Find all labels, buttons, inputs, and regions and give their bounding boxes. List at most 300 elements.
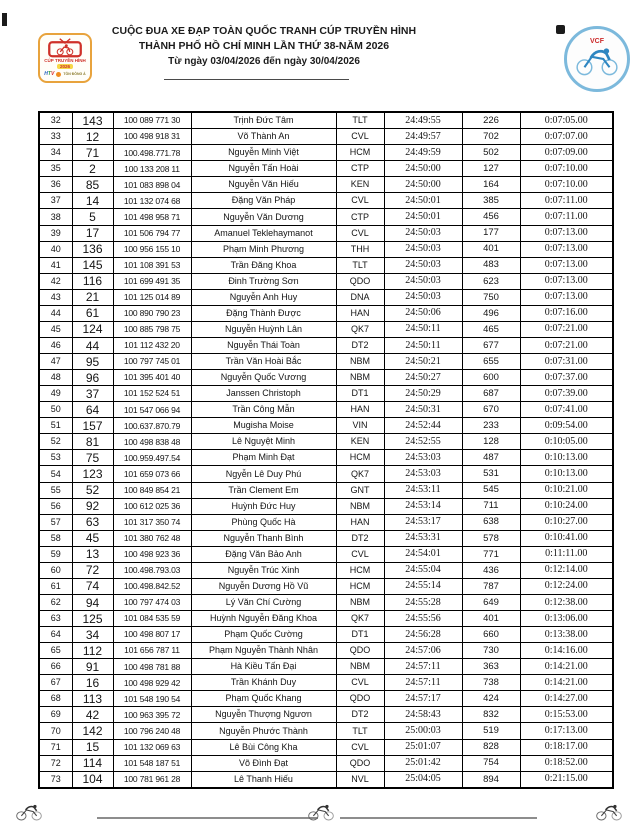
cell-rank: 73: [39, 771, 72, 788]
cell-gap: 0:13:38.00: [520, 627, 613, 643]
cell-uci-id: 101 084 535 59: [113, 611, 191, 627]
cell-bib: 96: [72, 370, 113, 386]
scan-artifact: [556, 25, 565, 34]
cell-time: 24:50:03: [384, 257, 462, 273]
cell-rank: 59: [39, 546, 72, 562]
cell-gap: 0:17:13.00: [520, 723, 613, 739]
vcf-federation-logo: [564, 26, 630, 92]
cell-points: 677: [462, 337, 520, 353]
cell-gap: 0:07:31.00: [520, 354, 613, 370]
cell-bib: 12: [72, 129, 113, 145]
cell-team: TLT: [336, 112, 384, 129]
table-row: [39, 594, 613, 610]
table-row: [39, 337, 613, 353]
cell-bib: 114: [72, 755, 113, 771]
cell-gap: 0:07:21.00: [520, 321, 613, 337]
cell-time: 24:50:11: [384, 337, 462, 353]
cell-points: 638: [462, 514, 520, 530]
cell-rank: 68: [39, 691, 72, 707]
cell-points: 670: [462, 402, 520, 418]
cell-name: Lê Nguyệt Minh: [191, 434, 336, 450]
cell-points: 623: [462, 273, 520, 289]
cell-team: HAN: [336, 305, 384, 321]
cell-rank: 66: [39, 659, 72, 675]
cell-team: CVL: [336, 546, 384, 562]
cell-time: 25:04:05: [384, 771, 462, 788]
cell-uci-id: 100 797 474 03: [113, 594, 191, 610]
table-row: [39, 145, 613, 161]
cell-gap: 0:07:37.00: [520, 370, 613, 386]
cell-name: Nguyễn Trúc Xinh: [191, 562, 336, 578]
table-row: [39, 225, 613, 241]
cell-uci-id: 100 796 240 48: [113, 723, 191, 739]
table-row: [39, 482, 613, 498]
cell-points: 649: [462, 594, 520, 610]
cell-uci-id: 100 089 771 30: [113, 112, 191, 129]
table-row: [39, 643, 613, 659]
cell-uci-id: 101 152 524 51: [113, 386, 191, 402]
cell-time: 25:01:07: [384, 739, 462, 755]
table-row: [39, 257, 613, 273]
cell-team: DNA: [336, 289, 384, 305]
cell-time: 24:55:14: [384, 578, 462, 594]
cell-team: QK7: [336, 466, 384, 482]
cell-uci-id: 100 781 961 28: [113, 771, 191, 788]
table-row: [39, 578, 613, 594]
cell-points: 828: [462, 739, 520, 755]
cell-rank: 61: [39, 578, 72, 594]
cell-uci-id: 101 317 350 74: [113, 514, 191, 530]
cell-rank: 45: [39, 321, 72, 337]
cell-time: 24:50:03: [384, 241, 462, 257]
cell-uci-id: 101 395 401 40: [113, 370, 191, 386]
cell-bib: 44: [72, 337, 113, 353]
cell-gap: 0:14:21.00: [520, 675, 613, 691]
table-row: [39, 611, 613, 627]
cell-points: 660: [462, 627, 520, 643]
cell-name: Võ Đình Đạt: [191, 755, 336, 771]
cell-rank: 49: [39, 386, 72, 402]
cell-gap: 0:14:16.00: [520, 643, 613, 659]
cell-bib: 42: [72, 707, 113, 723]
table-row: [39, 691, 613, 707]
cell-bib: 124: [72, 321, 113, 337]
cell-team: KEN: [336, 434, 384, 450]
cell-uci-id: 101 699 491 35: [113, 273, 191, 289]
cell-gap: 0:10:21.00: [520, 482, 613, 498]
cell-team: CVL: [336, 675, 384, 691]
cell-uci-id: 100 498 923 36: [113, 546, 191, 562]
cell-time: 24:53:11: [384, 482, 462, 498]
cell-points: 226: [462, 112, 520, 129]
cell-bib: 123: [72, 466, 113, 482]
cell-gap: 0:12:24.00: [520, 578, 613, 594]
cell-rank: 57: [39, 514, 72, 530]
cell-name: Nguyễn Thượng Ngươn: [191, 707, 336, 723]
cell-points: 127: [462, 161, 520, 177]
cell-time: 24:50:00: [384, 161, 462, 177]
table-row: [39, 723, 613, 739]
cell-uci-id: 101 112 432 20: [113, 337, 191, 353]
cell-gap: 0:07:21.00: [520, 337, 613, 353]
cell-uci-id: 100.959.497.54: [113, 450, 191, 466]
cell-uci-id: 101 380 762 48: [113, 530, 191, 546]
cell-name: Huỳnh Nguyễn Đăng Khoa: [191, 611, 336, 627]
cell-points: 496: [462, 305, 520, 321]
cell-uci-id: 100 885 798 75: [113, 321, 191, 337]
cell-bib: 45: [72, 530, 113, 546]
cell-gap: 0:07:05.00: [520, 112, 613, 129]
cell-time: 24:53:03: [384, 466, 462, 482]
cell-rank: 63: [39, 611, 72, 627]
cell-uci-id: 101 132 069 63: [113, 739, 191, 755]
cell-name: Lý Văn Chí Cường: [191, 594, 336, 610]
table-row: [39, 209, 613, 225]
cell-points: 363: [462, 659, 520, 675]
cell-bib: 136: [72, 241, 113, 257]
cell-time: 24:49:59: [384, 145, 462, 161]
cell-points: 385: [462, 193, 520, 209]
cell-rank: 40: [39, 241, 72, 257]
cell-bib: 92: [72, 498, 113, 514]
cell-rank: 64: [39, 627, 72, 643]
cell-points: 177: [462, 225, 520, 241]
table-row: [39, 546, 613, 562]
cell-time: 24:50:03: [384, 289, 462, 305]
cell-time: 24:53:17: [384, 514, 462, 530]
cell-team: DT2: [336, 707, 384, 723]
scan-artifact: [2, 13, 7, 26]
cell-uci-id: 101 083 898 04: [113, 177, 191, 193]
cell-points: 600: [462, 370, 520, 386]
table-row: [39, 161, 613, 177]
cell-team: QDO: [336, 643, 384, 659]
cell-bib: 2: [72, 161, 113, 177]
cell-time: 24:55:04: [384, 562, 462, 578]
cell-rank: 55: [39, 482, 72, 498]
cell-gap: 0:18:52.00: [520, 755, 613, 771]
cell-points: 754: [462, 755, 520, 771]
table-row: [39, 562, 613, 578]
cell-bib: 91: [72, 659, 113, 675]
cell-team: NBM: [336, 594, 384, 610]
cell-uci-id: 100.498.842.52: [113, 578, 191, 594]
cell-uci-id: 100.637.870.79: [113, 418, 191, 434]
cell-bib: 113: [72, 691, 113, 707]
cell-gap: 0:12:38.00: [520, 594, 613, 610]
cell-gap: 0:14:21.00: [520, 659, 613, 675]
cell-name: Đặng Văn Bảo Anh: [191, 546, 336, 562]
logo-year: 2026: [57, 64, 73, 69]
cell-time: 25:01:42: [384, 755, 462, 771]
cell-uci-id: 101 548 187 51: [113, 755, 191, 771]
cell-team: NBM: [336, 370, 384, 386]
table-row: [39, 129, 613, 145]
cell-time: 24:50:01: [384, 209, 462, 225]
cell-uci-id: 101 132 074 68: [113, 193, 191, 209]
cell-gap: 0:07:16.00: [520, 305, 613, 321]
cell-rank: 67: [39, 675, 72, 691]
cell-team: NBM: [336, 498, 384, 514]
cell-time: 24:53:14: [384, 498, 462, 514]
cell-rank: 32: [39, 112, 72, 129]
cell-bib: 64: [72, 402, 113, 418]
results-table: [38, 111, 614, 789]
cell-uci-id: 100 890 790 23: [113, 305, 191, 321]
cell-team: KEN: [336, 177, 384, 193]
cell-time: 24:50:00: [384, 177, 462, 193]
cell-name: Phạm Nguyễn Thành Nhân: [191, 643, 336, 659]
table-row: [39, 498, 613, 514]
cell-rank: 56: [39, 498, 72, 514]
cell-time: 24:50:03: [384, 273, 462, 289]
cell-team: DT1: [336, 627, 384, 643]
cell-rank: 34: [39, 145, 72, 161]
cell-name: Trần Công Mẫn: [191, 402, 336, 418]
cell-team: CVL: [336, 739, 384, 755]
cell-rank: 44: [39, 305, 72, 321]
cell-points: 702: [462, 129, 520, 145]
cell-points: 465: [462, 321, 520, 337]
table-row: [39, 321, 613, 337]
cell-rank: 41: [39, 257, 72, 273]
cell-name: Nguyễn Văn Dương: [191, 209, 336, 225]
cell-gap: 0:07:10.00: [520, 161, 613, 177]
table-row: [39, 305, 613, 321]
cell-team: GNT: [336, 482, 384, 498]
table-row: [39, 273, 613, 289]
cell-points: 519: [462, 723, 520, 739]
cell-name: Lê Bùi Công Kha: [191, 739, 336, 755]
cell-name: Nguyễn Phước Thành: [191, 723, 336, 739]
cell-time: 24:50:03: [384, 225, 462, 241]
cell-gap: 0:10:13.00: [520, 466, 613, 482]
cell-bib: 63: [72, 514, 113, 530]
cell-points: 738: [462, 675, 520, 691]
cell-rank: 58: [39, 530, 72, 546]
cell-rank: 65: [39, 643, 72, 659]
cell-uci-id: 101 548 190 54: [113, 691, 191, 707]
cell-points: 456: [462, 209, 520, 225]
cell-gap: 0:10:27.00: [520, 514, 613, 530]
table-row: [39, 289, 613, 305]
cell-uci-id: 100 498 918 31: [113, 129, 191, 145]
cell-time: 24:49:55: [384, 112, 462, 129]
cell-time: 24:56:28: [384, 627, 462, 643]
cell-points: 545: [462, 482, 520, 498]
cell-name: Đặng Văn Pháp: [191, 193, 336, 209]
cell-rank: 43: [39, 289, 72, 305]
cell-name: Trần Đăng Khoa: [191, 257, 336, 273]
cell-name: Nguyễn Thái Toàn: [191, 337, 336, 353]
cell-uci-id: 100 963 395 72: [113, 707, 191, 723]
cell-gap: 0:07:10.00: [520, 177, 613, 193]
cell-rank: 54: [39, 466, 72, 482]
cell-bib: 74: [72, 578, 113, 594]
cell-name: Phạm Quốc Khang: [191, 691, 336, 707]
cell-points: 771: [462, 546, 520, 562]
cell-time: 24:52:55: [384, 434, 462, 450]
cell-points: 750: [462, 289, 520, 305]
cell-team: TLT: [336, 257, 384, 273]
cell-bib: 94: [72, 594, 113, 610]
cell-name: Trần Clement Em: [191, 482, 336, 498]
cell-uci-id: 100 498 838 48: [113, 434, 191, 450]
cell-name: Janssen Christoph: [191, 386, 336, 402]
cell-uci-id: 100 612 025 36: [113, 498, 191, 514]
cell-name: Huỳnh Đức Huy: [191, 498, 336, 514]
cell-bib: 95: [72, 354, 113, 370]
cell-team: HCM: [336, 578, 384, 594]
cell-team: QK7: [336, 611, 384, 627]
cell-gap: 0:07:11.00: [520, 193, 613, 209]
cell-gap: 0:13:06.00: [520, 611, 613, 627]
cell-team: HCM: [336, 562, 384, 578]
cell-gap: 0:07:13.00: [520, 289, 613, 305]
cell-uci-id: 101 498 958 71: [113, 209, 191, 225]
table-row: [39, 241, 613, 257]
table-row: [39, 755, 613, 771]
cell-bib: 21: [72, 289, 113, 305]
cell-gap: 0:07:07.00: [520, 129, 613, 145]
results-tbody: [39, 112, 613, 788]
cell-points: 401: [462, 241, 520, 257]
cell-points: 401: [462, 611, 520, 627]
cell-points: 711: [462, 498, 520, 514]
cell-gap: 0:07:41.00: [520, 402, 613, 418]
cell-name: Mugisha Moise: [191, 418, 336, 434]
cell-uci-id: 100 797 745 01: [113, 354, 191, 370]
cell-team: HAN: [336, 402, 384, 418]
title-line-1: CUỘC ĐUA XE ĐẠP TOÀN QUỐC TRANH CÚP TRUYỀN HÌNH: [111, 25, 417, 37]
cell-name: Võ Thành An: [191, 129, 336, 145]
cell-bib: 81: [72, 434, 113, 450]
page-title: [104, 24, 424, 69]
sponsor-ball-icon: [56, 72, 61, 77]
header-divider: [164, 79, 349, 80]
cell-rank: 42: [39, 273, 72, 289]
cell-points: 832: [462, 707, 520, 723]
cell-name: Nguyễn Huỳnh Lân: [191, 321, 336, 337]
cell-team: CVL: [336, 225, 384, 241]
cell-gap: 0:12:14.00: [520, 562, 613, 578]
cell-gap: 0:10:13.00: [520, 450, 613, 466]
cell-gap: 0:07:39.00: [520, 386, 613, 402]
cell-points: 487: [462, 450, 520, 466]
cell-rank: 39: [39, 225, 72, 241]
cell-bib: 85: [72, 177, 113, 193]
cell-name: Nguyễn Minh Việt: [191, 145, 336, 161]
table-row: [39, 530, 613, 546]
table-row: [39, 675, 613, 691]
cell-name: Trịnh Đức Tâm: [191, 112, 336, 129]
cell-team: QDO: [336, 273, 384, 289]
cell-bib: 142: [72, 723, 113, 739]
cell-name: Nguyễn Thanh Bình: [191, 530, 336, 546]
cell-points: 424: [462, 691, 520, 707]
cell-team: CVL: [336, 129, 384, 145]
cell-time: 24:53:03: [384, 450, 462, 466]
cell-bib: 75: [72, 450, 113, 466]
cell-time: 24:52:44: [384, 418, 462, 434]
cell-uci-id: 101 656 787 11: [113, 643, 191, 659]
cell-bib: 145: [72, 257, 113, 273]
cell-name: Đinh Trường Sơn: [191, 273, 336, 289]
cell-points: 787: [462, 578, 520, 594]
cell-name: Nguyễn Quốc Vương: [191, 370, 336, 386]
cell-uci-id: 101 125 014 89: [113, 289, 191, 305]
cell-gap: 0:11:11.00: [520, 546, 613, 562]
cell-time: 24:50:06: [384, 305, 462, 321]
logo-cup-text: CÚP TRUYỀN HÌNH: [44, 58, 86, 63]
cell-time: 24:50:21: [384, 354, 462, 370]
cell-rank: 72: [39, 755, 72, 771]
table-row: [39, 627, 613, 643]
title-dates: Từ ngày 03/04/2026 đến ngày 30/04/2026: [168, 56, 360, 67]
cell-uci-id: 101 108 391 53: [113, 257, 191, 273]
vcf-label: VCF: [590, 38, 604, 45]
cell-rank: 60: [39, 562, 72, 578]
table-row: [39, 707, 613, 723]
cell-team: CTP: [336, 161, 384, 177]
cell-rank: 50: [39, 402, 72, 418]
cell-gap: 0:07:13.00: [520, 257, 613, 273]
cell-points: 578: [462, 530, 520, 546]
table-row: [39, 771, 613, 788]
htv-logo: HTV: [44, 71, 55, 77]
cell-bib: 14: [72, 193, 113, 209]
cell-rank: 52: [39, 434, 72, 450]
cell-team: QK7: [336, 321, 384, 337]
cell-rank: 47: [39, 354, 72, 370]
cyclist-watermark-icon: [306, 804, 336, 821]
cell-gap: 0:15:53.00: [520, 707, 613, 723]
cell-rank: 69: [39, 707, 72, 723]
cell-points: 128: [462, 434, 520, 450]
cell-points: 502: [462, 145, 520, 161]
cell-uci-id: 100 849 854 21: [113, 482, 191, 498]
cell-name: Nguyễn Anh Huy: [191, 289, 336, 305]
cell-uci-id: 100.498.771.78: [113, 145, 191, 161]
cell-team: DT1: [336, 386, 384, 402]
cell-bib: 37: [72, 386, 113, 402]
cell-gap: 0:21:15.00: [520, 771, 613, 788]
cell-name: Lê Thanh Hiếu: [191, 771, 336, 788]
table-row: [39, 466, 613, 482]
cell-bib: 116: [72, 273, 113, 289]
cell-time: 24:50:31: [384, 402, 462, 418]
cell-name: Trần Văn Hoài Bắc: [191, 354, 336, 370]
table-row: [39, 739, 613, 755]
cell-bib: 15: [72, 739, 113, 755]
vcf-cyclist-icon: [574, 46, 620, 76]
cell-time: 24:57:06: [384, 643, 462, 659]
cell-team: QDO: [336, 691, 384, 707]
cell-time: 24:57:17: [384, 691, 462, 707]
cell-points: 483: [462, 257, 520, 273]
table-row: [39, 659, 613, 675]
cell-bib: 71: [72, 145, 113, 161]
table-row: [39, 418, 613, 434]
cell-bib: 5: [72, 209, 113, 225]
cell-rank: 70: [39, 723, 72, 739]
cell-gap: 0:07:13.00: [520, 241, 613, 257]
tv-cyclist-icon: [47, 37, 83, 58]
cell-bib: 16: [72, 675, 113, 691]
cell-time: 24:49:57: [384, 129, 462, 145]
table-row: [39, 354, 613, 370]
cell-uci-id: 100 133 208 11: [113, 161, 191, 177]
